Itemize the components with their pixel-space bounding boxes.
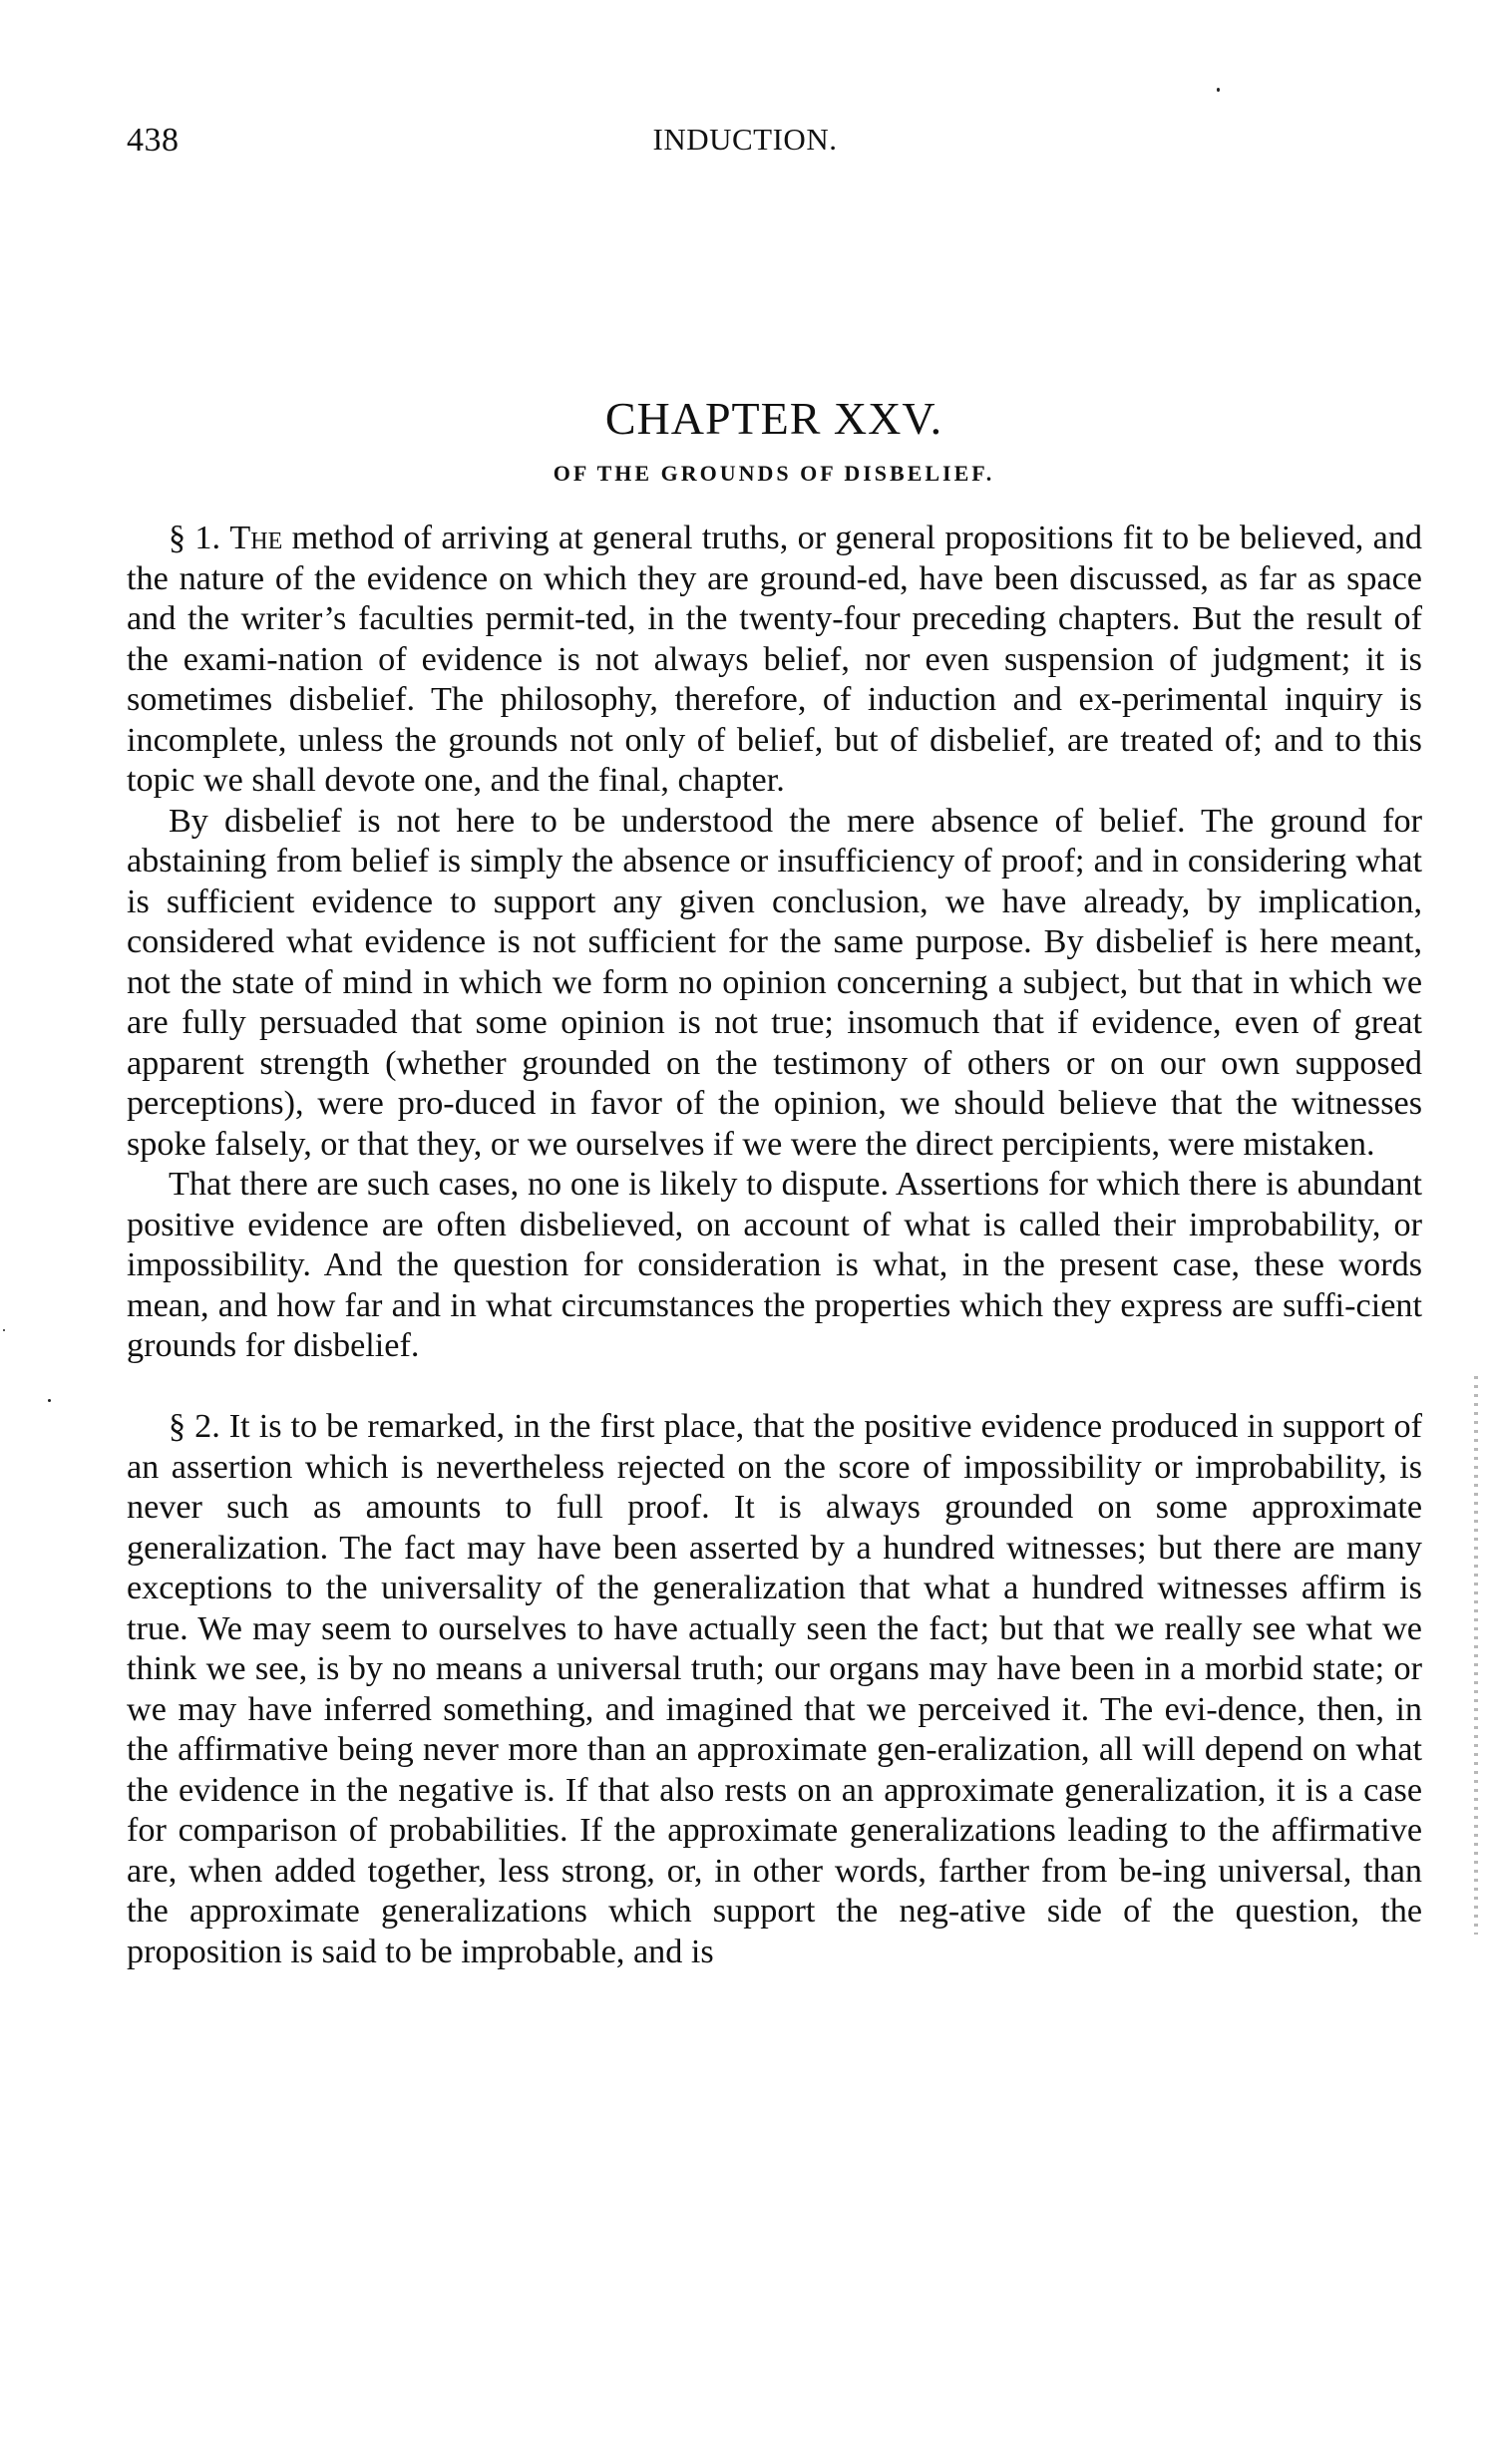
paragraph: That there are such cases, no one is likely to dispute. Assertions for which there is abundant positive evidence are often disbelieved, on account of what is called their improbability, or impossibility. And the question for consideration is what, in the present case, these words mean, and how far and in what circumstances the properties which they express are suffi-cient grounds for disbelief. bbox=[127, 1166, 1422, 1364]
scan-speck bbox=[3, 1329, 5, 1331]
paragraph-section-2 bbox=[127, 1407, 1422, 1972]
section-label: § 1. bbox=[169, 520, 221, 556]
chapter-subtitle: OF THE GROUNDS OF DISBELIEF. bbox=[553, 461, 995, 486]
scan-speck bbox=[1217, 88, 1220, 92]
section-label: § 2. bbox=[169, 1408, 220, 1445]
body-text bbox=[127, 519, 1422, 1972]
running-header: INDUCTION. bbox=[652, 122, 838, 157]
paragraph-section-1 bbox=[127, 519, 1422, 802]
scan-margin-artifact bbox=[1474, 1376, 1478, 1935]
chapter-title: CHAPTER XXV. bbox=[604, 393, 943, 444]
paragraph-text: method of arriving at general truths, or general propositions fit to be believed, and the nature of the evidence on which they are ground-ed, have been discussed, as far as space and the writer’s faculties permit-ted, in the twenty-four preceding chapters. But the result of the exami-nation of evidence is not always belief, nor even suspension of judgment; it is sometimes disbelief. The philosophy, therefore, of induction and ex-perimental inquiry is incomplete, unless the grounds not only of belief, but of disbelief, are treated of; and to this topic we shall devote one, and the final, chapter. bbox=[127, 520, 1423, 799]
paragraph: By disbelief is not here to be understood the mere absence of belief. The ground for abstaining from belief is simply the absence or insufficiency of proof; and in considering what is sufficient evidence to support any given conclusion, we have already, by implication, considered what evidence is not sufficient for the same purpose. By disbelief is here meant, not the state of mind in which we form no opinion concerning a subject, but that in which we are fully persuaded that some opinion is not true; insomuch that if evidence, even of great apparent strength (whether grounded on the testimony of others or on our own supposed perceptions), were pro-duced in favor of the opinion, we should believe that the witnesses spoke falsely, or that they, or we ourselves if we were the direct percipients, were mistaken. bbox=[127, 802, 1422, 1163]
page-number: 438 bbox=[127, 122, 180, 159]
lead-word: The bbox=[229, 520, 283, 556]
scan-speck bbox=[48, 1399, 51, 1402]
paragraph-text: It is to be remarked, in the first place, that the positive evidence produced in support of an assertion which is nevertheless rejected on the score of impossibility or improbability, is never such as amounts to full proof. It is always grounded on some approximate generalization. The fact may have been asserted by a hundred witnesses; but there are many exceptions to the universality of the generalization that what a hundred witnesses affirm is true. We may seem to ourselves to have actually seen the fact; but that we really see what we think we see, is by no means a universal truth; our organs may have been in a morbid state; or we may have inferred something, and imagined that we perceived it. The evi-dence, then, in the affirmative being never more than an approximate gen-eralization, all will depend on what the evidence in the negative is. If that also rests on an approximate generalization, it is a case for comparison of probabilities. If the approximate generalizations leading to the affirmative are, when added together, less strong, or, in other words, farther from be-ing universal, than the approximate generalizations which support the neg-ative side of the question, the proposition is said to be improbable, and is bbox=[127, 1408, 1423, 1970]
